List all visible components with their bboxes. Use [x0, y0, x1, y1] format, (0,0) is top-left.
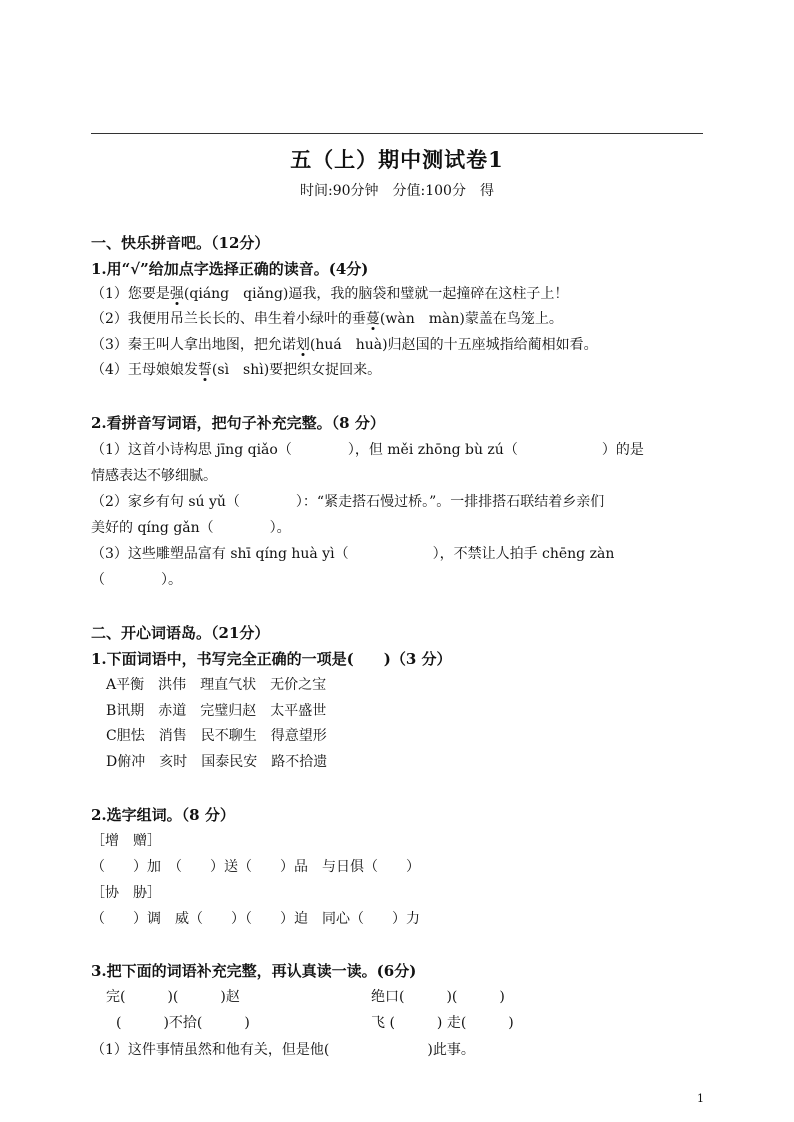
- s2-q2-line: （ ）加 （ ）送（ ）品 与日俱（ ）: [91, 859, 420, 875]
- s1-q2-line: 美好的 qíng gǎn（ ）。: [91, 520, 291, 536]
- s1-q2-line: （1）这首小诗构思 jīng qiǎo（ ），但 měi zhōng bù zú（ ）的是: [91, 442, 644, 458]
- s1-q1-item: （2）我便用吊兰长长的、串生着小绿叶的垂蔓(wàn màn)蒙盖在鸟笼上。: [91, 311, 563, 327]
- s2-q3-sentence: （1）这件事情虽然和他有关，但是他( )此事。: [91, 1042, 475, 1058]
- s1-q2-line: （ ）。: [91, 572, 182, 588]
- s2-q2-line: ［增 赠］: [91, 833, 161, 849]
- s1-q2-title: 2.看拼音写词语，把句子补充完整。（8 分）: [91, 414, 385, 432]
- s1-q1-item: （3）秦王叫人拿出地图，把允诺划(huá huà)归赵国的十五座城指给蔺相如看。: [91, 337, 598, 353]
- s2-q2-line: ［协 胁］: [91, 885, 161, 901]
- s1-q1-item: （1）您要是强(qiáng qiǎng)逼我，我的脑袋和璧就一起撞碎在这柱子上！: [91, 286, 569, 302]
- page-number: 1: [697, 1092, 704, 1105]
- s2-q1-option: C胆怯 消售 民不聊生 得意望形: [106, 728, 327, 744]
- s1-q2-line: （3）这些雕塑品富有 shī qíng huà yì（ ），不禁让人拍手 chēng zàn: [91, 546, 615, 562]
- exam-meta: 时间:90分钟 分值:100分 得: [300, 183, 494, 199]
- s1-q2-line: 情感表达不够细腻。: [91, 468, 217, 484]
- dotted-char: 划: [295, 337, 310, 353]
- s2-q3-title: 3.把下面的词语补充完整，再认真读一读。(6分): [91, 962, 417, 980]
- s2-q1-option: A平衡 洪伟 理直气状 无价之宝: [106, 677, 327, 693]
- s2-q2-title: 2.选字组词。（8 分）: [91, 806, 235, 824]
- s1-q1-item: （4）王母娘娘发誓(sì shì)要把织女捉回来。: [91, 362, 382, 378]
- dotted-char: 强: [169, 286, 184, 302]
- s2-q1-title: 1.下面词语中，书写完全正确的一项是( )（3 分）: [91, 650, 452, 668]
- s2-q3-cell: 飞 ( ) 走( ): [371, 1015, 514, 1031]
- s2-q3-cell: 完( )( )赵: [106, 989, 240, 1005]
- s1-q1-title: 1.用“√”给加点字选择正确的读音。(4分): [91, 260, 369, 278]
- section-1-heading: 一、快乐拼音吧。（12分）: [91, 234, 270, 252]
- s2-q1-option: D俯冲 亥时 国泰民安 路不拾遗: [106, 754, 328, 770]
- dotted-char: 誓: [197, 362, 212, 378]
- dotted-char: 蔓: [365, 311, 380, 327]
- header-rule: [91, 133, 703, 134]
- s2-q3-cell: ( )不拾( ): [116, 1015, 250, 1031]
- s2-q1-option: B讯期 赤道 完璧归赵 太平盛世: [106, 703, 327, 719]
- exam-title: 五（上）期中测试卷1: [290, 147, 504, 172]
- section-2-heading: 二、开心词语岛。（21分）: [91, 624, 270, 642]
- s2-q3-cell: 绝口( )( ): [371, 989, 505, 1005]
- s1-q2-line: （2）家乡有句 sú yǔ（ ）：“紧走搭石慢过桥。”。一排排搭石联结着乡亲们: [91, 494, 605, 510]
- s2-q2-line: （ ）调 威（ ）（ ）迫 同心（ ）力: [91, 911, 420, 927]
